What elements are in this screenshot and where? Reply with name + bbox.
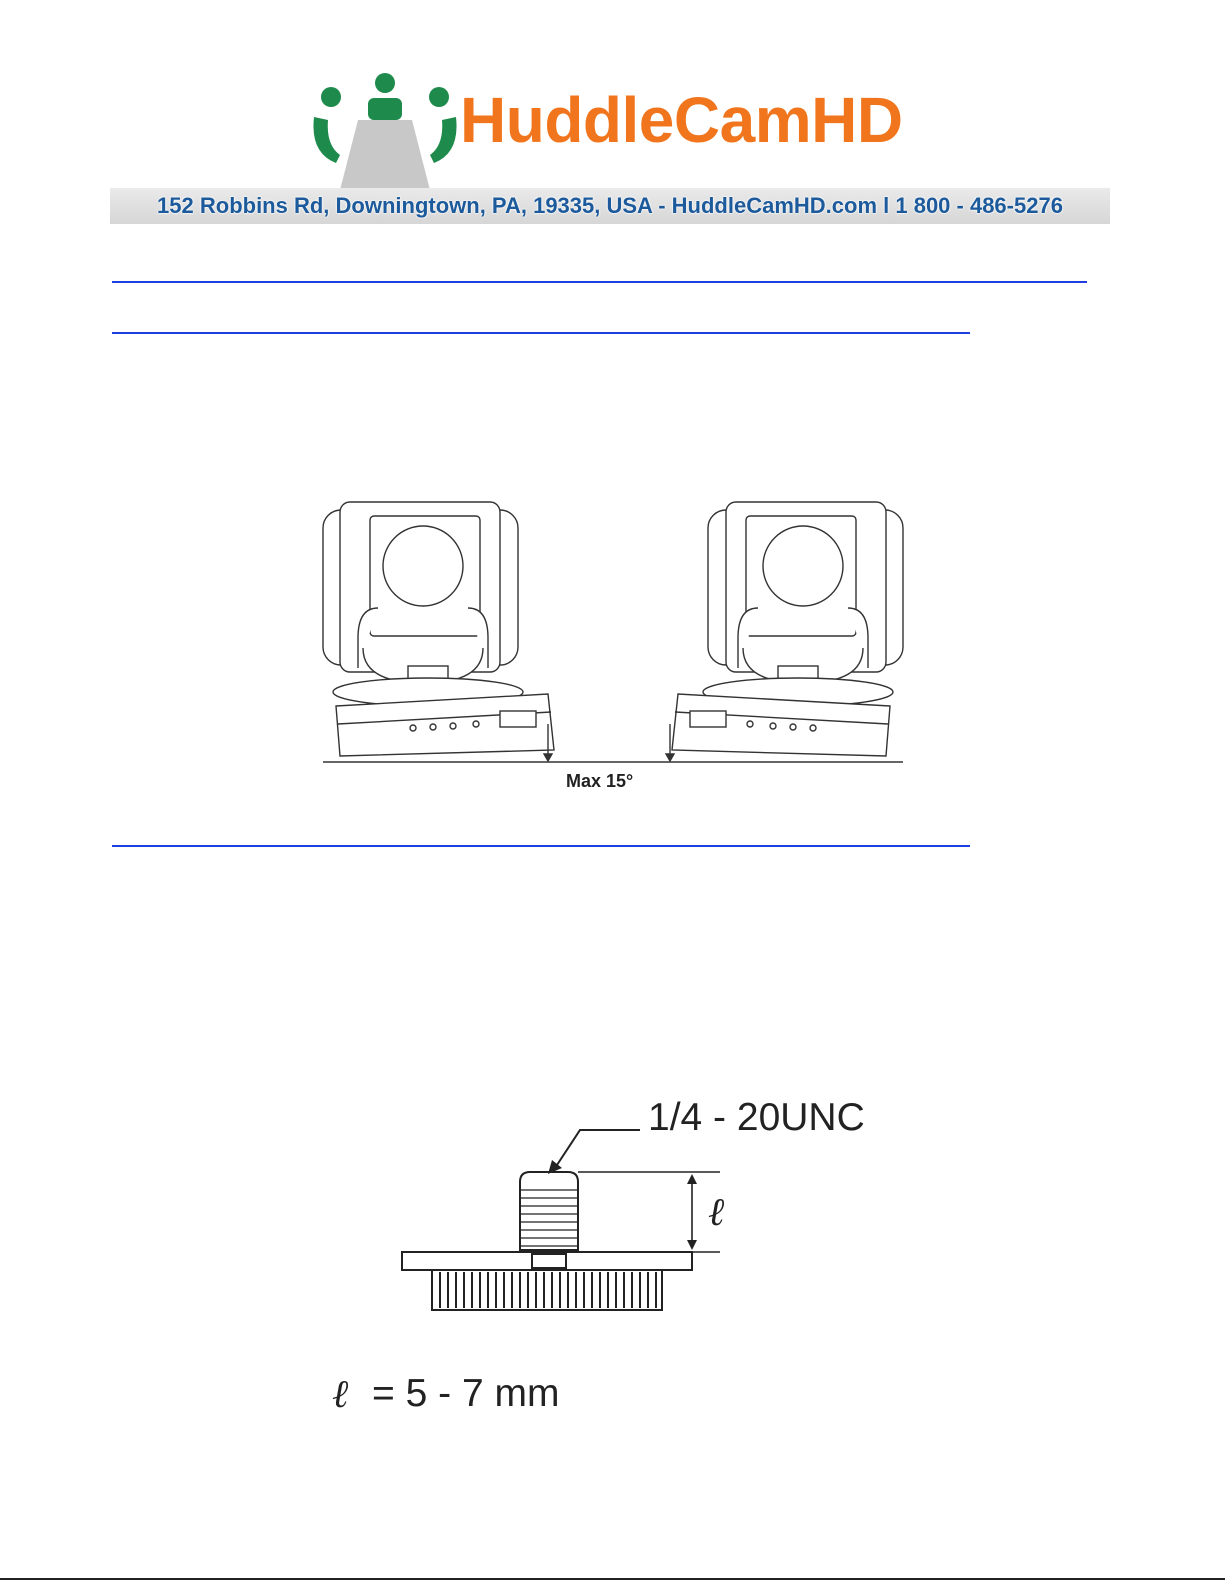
section-rule bbox=[112, 332, 970, 334]
length-symbol: ℓ bbox=[708, 1191, 725, 1234]
camera-tilt-figure bbox=[318, 488, 908, 803]
page-bottom-border bbox=[0, 1578, 1225, 1580]
thread-spec-label: 1/4 - 20UNC bbox=[648, 1096, 865, 1139]
company-address: 152 Robbins Rd, Downingtown, PA, 19335, USA - HuddleCamHD.com l 1 800 - 486-5276 bbox=[110, 188, 1110, 224]
length-dimension bbox=[578, 1172, 720, 1252]
heading-rule bbox=[112, 281, 1087, 283]
tilt-label: Max 15° bbox=[566, 771, 634, 791]
camera-right-drawing bbox=[672, 502, 903, 756]
section-rule bbox=[112, 845, 970, 847]
tilt-arrows bbox=[544, 724, 674, 761]
logo-people-icon bbox=[300, 65, 470, 195]
thread-leader bbox=[555, 1130, 640, 1168]
brand-name: HuddleCamHD bbox=[460, 84, 903, 156]
company-logo bbox=[300, 65, 930, 195]
length-spec-label: = 5 - 7 mm bbox=[372, 1372, 560, 1415]
camera-left-drawing bbox=[323, 502, 554, 756]
mount-screw-figure bbox=[320, 1090, 920, 1430]
camera-tilt-diagram bbox=[318, 488, 908, 803]
length-symbol: ℓ bbox=[332, 1373, 349, 1416]
